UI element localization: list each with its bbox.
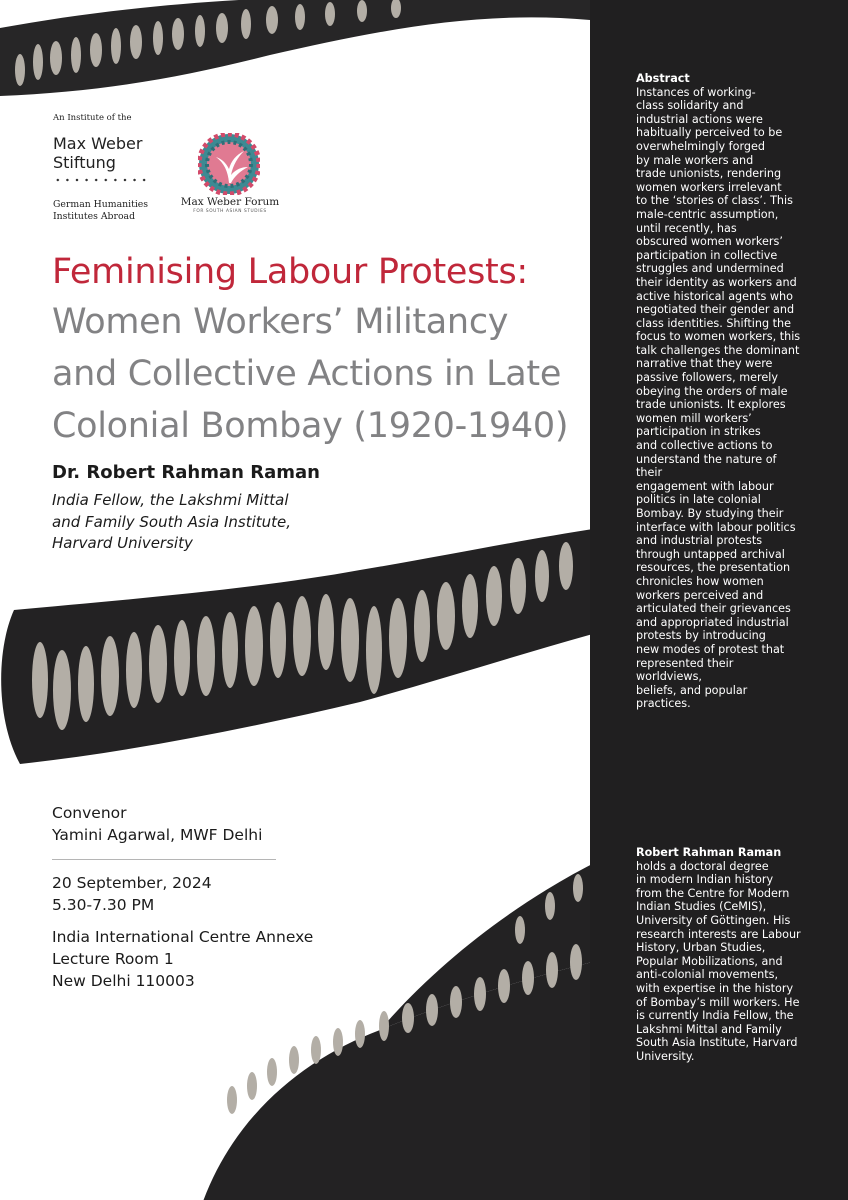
abstract-line: protests by introducing — [636, 629, 766, 643]
abstract-line: trade unionists, rendering — [636, 167, 782, 181]
subtitle-line: Colonial Bombay (1920-1940) — [52, 406, 569, 446]
bio-line: of Bombay’s mill workers. He — [636, 995, 800, 1009]
forum-subtitle: FOR SOUTH ASIAN STUDIES — [193, 209, 267, 214]
abstract-line: represented their worldviews, — [636, 656, 734, 684]
subtitle-line: Women Workers’ Militancy — [52, 302, 509, 342]
event-subtitle — [52, 296, 568, 452]
max-weber-stiftung-logo — [53, 134, 142, 172]
abstract-line: narrative that they were — [636, 357, 773, 371]
abstract-line: Instances of working- — [636, 85, 756, 99]
bio-heading: Robert Rahman Raman — [636, 846, 782, 859]
bio-line: is currently India Fellow, the — [636, 1009, 794, 1023]
bio-body — [636, 860, 801, 1064]
abstract-line: and industrial protests — [636, 534, 763, 548]
abstract-line: participation in collective — [636, 248, 778, 262]
foundation-line1: Max Weber — [53, 134, 143, 153]
abstract-section — [636, 72, 801, 711]
abstract-line: overwhelmingly forged — [636, 139, 765, 153]
subtitle-line: and Collective Actions in Late — [52, 354, 562, 394]
bio-line: History, Urban Studies, — [636, 941, 766, 955]
bio-line: in modern Indian history — [636, 873, 774, 887]
bio-line: from the Centre for Modern — [636, 886, 790, 900]
abstract-line: by male workers and — [636, 153, 754, 167]
network-label — [53, 199, 148, 223]
abstract-line: and appropriated industrial — [636, 615, 789, 629]
bio-line: anti-colonial movements, — [636, 968, 779, 982]
convenor-name: Yamini Agarwal, MWF Delhi — [52, 826, 263, 844]
bio-line: University of Göttingen. His — [636, 913, 791, 927]
abstract-line: habitually perceived to be — [636, 126, 783, 140]
foundation-line2: Stiftung — [53, 153, 116, 172]
abstract-line: negotiated their gender and — [636, 303, 795, 317]
venue-line: New Delhi 110003 — [52, 972, 195, 990]
bio-line: holds a doctoral degree — [636, 859, 769, 873]
abstract-line: workers perceived and — [636, 588, 764, 602]
speaker-affiliation — [52, 490, 291, 555]
network-line2: Institutes Abroad — [53, 211, 136, 222]
abstract-line: their identity as workers and — [636, 275, 797, 289]
abstract-line: and collective actions to — [636, 439, 773, 453]
abstract-line: talk challenges the dominant — [636, 343, 800, 357]
bio-line: with expertise in the history — [636, 981, 794, 995]
convenor-label: Convenor — [52, 804, 127, 822]
abstract-line: chronicles how women — [636, 574, 764, 588]
affiliation-line: and Family South Asia Institute, — [52, 512, 292, 531]
affiliation-line: India Fellow, the Lakshmi Mittal — [52, 491, 289, 509]
event-date: 20 September, 2024 — [52, 874, 212, 892]
abstract-line: industrial actions were — [636, 112, 763, 126]
top-brush-stroke — [0, 0, 590, 96]
abstract-line: trade unionists. It explores — [636, 398, 786, 412]
abstract-line: women mill workers’ — [636, 411, 752, 425]
max-weber-forum-emblem-icon — [198, 133, 260, 195]
venue-line: India International Centre Annexe — [52, 928, 314, 946]
abstract-line: engagement with labour — [636, 479, 774, 493]
abstract-line: struggles and undermined — [636, 262, 784, 276]
abstract-line: women workers irrelevant — [636, 180, 782, 194]
abstract-line: beliefs, and popular — [636, 683, 748, 697]
abstract-line: Bombay. By studying their — [636, 507, 784, 520]
abstract-line: articulated their grievances — [636, 602, 791, 616]
network-line1: German Humanities — [53, 199, 149, 210]
abstract-line: active historical agents who — [636, 289, 793, 303]
convenor-block — [52, 802, 262, 846]
speaker-name: Dr. Robert Rahman Raman — [52, 462, 320, 483]
abstract-body — [636, 86, 801, 711]
institute-prefix: An Institute of the — [53, 113, 132, 123]
abstract-line: resources, the presentation — [636, 561, 791, 575]
divider-line — [52, 859, 276, 860]
abstract-line: until recently, has — [636, 221, 737, 235]
venue-line: Lecture Room 1 — [52, 950, 174, 968]
bio-line: South Asia Institute, Harvard — [636, 1036, 798, 1050]
forum-name: Max Weber Forum — [180, 196, 280, 208]
abstract-line: focus to women workers, this — [636, 330, 801, 344]
bio-line: University. — [636, 1049, 695, 1063]
bio-line: Popular Mobilizations, and — [636, 954, 783, 968]
abstract-line: passive followers, merely — [636, 371, 778, 385]
event-datetime — [52, 872, 212, 916]
abstract-line: understand the nature of their — [636, 452, 777, 480]
dotted-divider — [53, 178, 149, 182]
bio-line: research interests are Labour — [636, 927, 801, 941]
affiliation-line: Harvard University — [52, 534, 193, 552]
event-time: 5.30-7.30 PM — [52, 896, 155, 914]
abstract-line: obeying the orders of male — [636, 384, 788, 398]
abstract-line: class identities. Shifting the — [636, 316, 791, 330]
abstract-line: interface with labour politics — [636, 520, 796, 534]
abstract-line: practices. — [636, 697, 691, 711]
abstract-line: male-centric assumption, — [636, 207, 779, 221]
bottom-brush-stroke — [200, 960, 600, 1200]
abstract-heading: Abstract — [636, 72, 690, 85]
bio-line: Indian Studies (CeMIS), — [636, 900, 767, 914]
abstract-line: politics in late colonial — [636, 493, 761, 507]
event-title-main: Feminising Labour Protests: — [52, 252, 528, 292]
abstract-line: through untapped archival — [636, 547, 785, 561]
abstract-line: to the ‘stories of class’. This — [636, 194, 793, 208]
abstract-line: obscured women workers’ — [636, 235, 783, 249]
abstract-line: new modes of protest that — [636, 642, 785, 656]
abstract-line: class solidarity and — [636, 99, 744, 113]
bio-line: Lakshmi Mittal and Family — [636, 1022, 782, 1036]
speaker-bio-section — [636, 846, 801, 1064]
event-venue — [52, 926, 313, 992]
abstract-line: participation in strikes — [636, 425, 761, 439]
